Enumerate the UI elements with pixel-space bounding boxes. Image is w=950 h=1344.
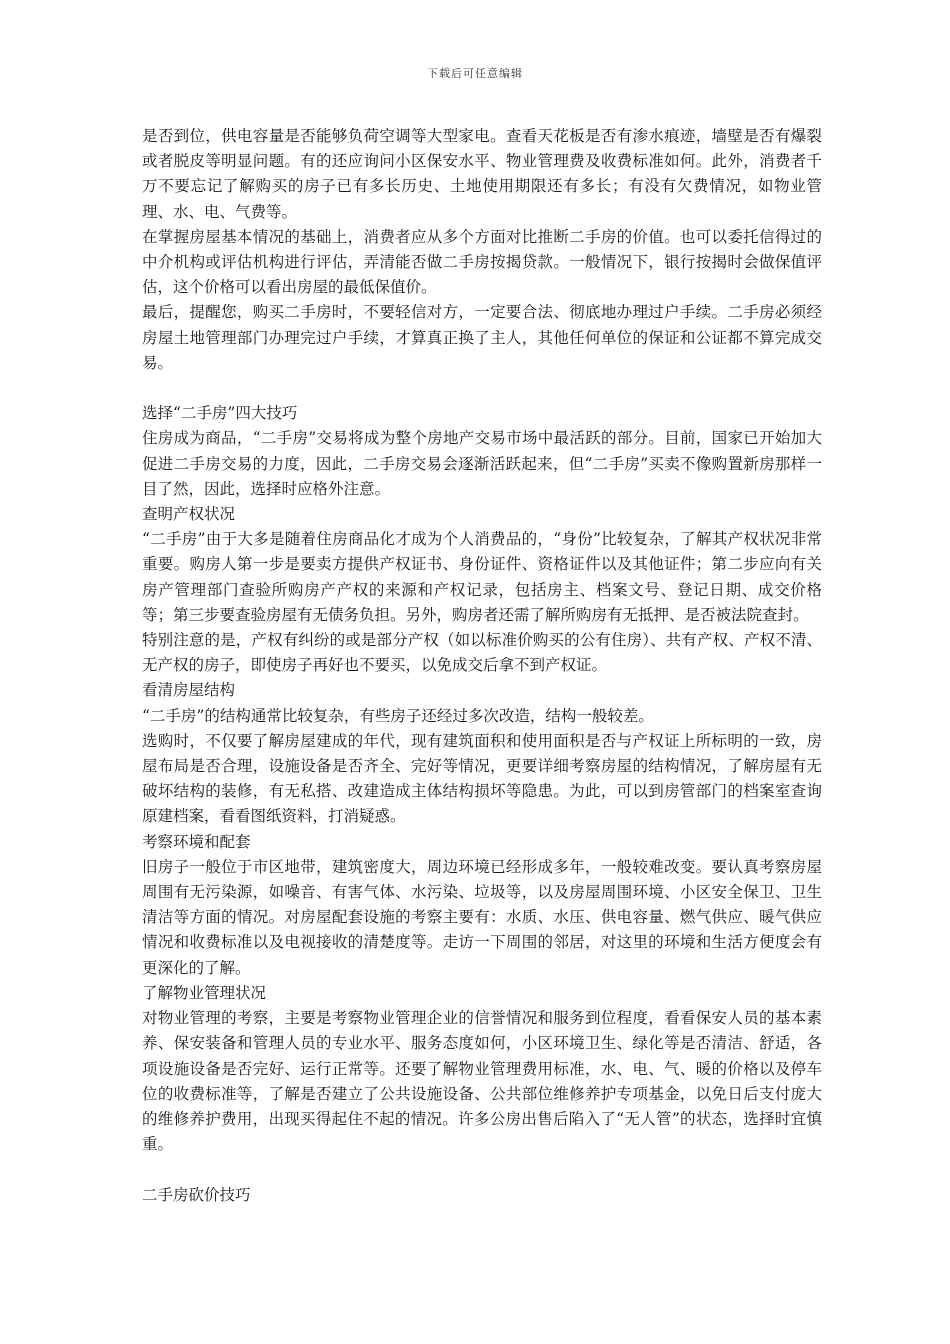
section-heading: 二手房砍价技巧 — [142, 1185, 251, 1204]
subheading: 考察环境和配套 — [142, 832, 251, 851]
section-heading: 选择“二手房”四大技巧 — [142, 404, 298, 423]
paragraph: 在掌握房屋基本情况的基础上，消费者应从多个方面对比推断二手房的价值。也可以委托信得过的中介机构或评估机构进行评估，弄清能否做二手房按揭贷款。一般情况下，银行按揭时会做保值评估，这个价格可以看出房屋的最低保值价。 — [142, 227, 822, 297]
paragraph: 特别注意的是，产权有纠纷的或是部分产权（如以标准价购买的公有住房）、共有产权、产权不清、无产权的房子，即使房子再好也不要买，以免成交后拿不到产权证。 — [142, 631, 822, 675]
paragraph: “二手房”的结构通常比较复杂，有些房子还经过多次改造，结构一般较差。 — [142, 706, 654, 725]
paragraph: 住房成为商品，“二手房”交易将成为整个房地产交易市场中最活跃的部分。目前，国家已开始加大促进二手房交易的力度，因此，二手房交易会逐渐活跃起来，但“二手房”买卖不像购置新房那样一目了然，因此，选择时应格外注意。 — [142, 429, 822, 498]
paragraph: 最后，提醒您，购买二手房时，不要轻信对方，一定要合法、彻底地办理过户手续。二手房必须经房屋土地管理部门办理完过户手续，才算真正换了主人，其他任何单位的保证和公证都不算完成交易。 — [142, 303, 822, 372]
paragraph: “二手房”由于大多是随着住房商品化才成为个人消费品的，“身份”比较复杂，了解其产权状况非常重要。购房人第一步是要卖方提供产权证书、身份证件、资格证件以及其他证件；第二步应向有关房产管理部门查验所购房产产权的来源和产权记录，包括房主、档案文号、登记日期、成交价格等；第三步要查验房屋有无债务负担。另外，购房者还需了解所购房有无抵押、是否被法院查封。 — [142, 530, 822, 624]
document-body — [142, 124, 822, 1208]
page-header: 下载后可任意编辑 — [427, 67, 523, 80]
blank-line — [142, 376, 822, 401]
blank-line — [142, 1157, 822, 1182]
paragraph: 旧房子一般位于市区地带，建筑密度大，周边环境已经形成多年，一般较难改变。要认真考察房屋周围有无污染源，如噪音、有害气体、水污染、垃圾等，以及房屋周围环境、小区安全保卫、卫生清洁等方面的情况。对房屋配套设施的考察主要有：水质、水压、供电容量、燃气供应、暖气供应情况和收费标准以及电视接收的清楚度等。走访一下周围的邻居，对这里的环境和生活方便度会有更深化的了解。 — [142, 857, 822, 977]
subheading: 查明产权状况 — [142, 505, 236, 524]
paragraph: 是否到位，供电容量是否能够负荷空调等大型家电。查看天花板是否有渗水痕迹，墙壁是否有爆裂或者脱皮等明显问题。有的还应询问小区保安水平、物业管理费及收费标准如何。此外，消费者千万不要忘记了解购买的房子已有多长历史、土地使用期限还有多长；有没有欠费情况，如物业管理、水、电、气费等。 — [142, 127, 822, 221]
subheading: 看清房屋结构 — [142, 681, 236, 700]
paragraph: 对物业管理的考察，主要是考察物业管理企业的信誉情况和服务到位程度，看看保安人员的基本素养、保安装备和管理人员的专业水平、服务态度如何，小区环境卫生、绿化等是否清洁、舒适，各项设施设备是否完好、运行正常等。还要了解物业管理费用标准，水、电、气、暖的价格以及停车位的收费标准等，了解是否建立了公共设施设备、公共部位维修养护专项基金，以免日后支付庞大的维修养护费用，出现买得起住不起的情况。许多公房出售后陷入了“无人管”的状态，选择时宜慎重。 — [142, 1009, 822, 1154]
paragraph: 选购时，不仅要了解房屋建成的年代，现有建筑面积和使用面积是否与产权证上所标明的一致，房屋布局是否合理，设施设备是否齐全、完好等情况，更要详细考察房屋的结构情况，了解房屋有无破坏结构的装修，有无私搭、改建造成主体结构损坏等隐患。为此，可以到房管部门的档案室查询原建档案，看看图纸资料，打消疑惑。 — [142, 731, 822, 826]
subheading: 了解物业管理状况 — [142, 983, 267, 1002]
